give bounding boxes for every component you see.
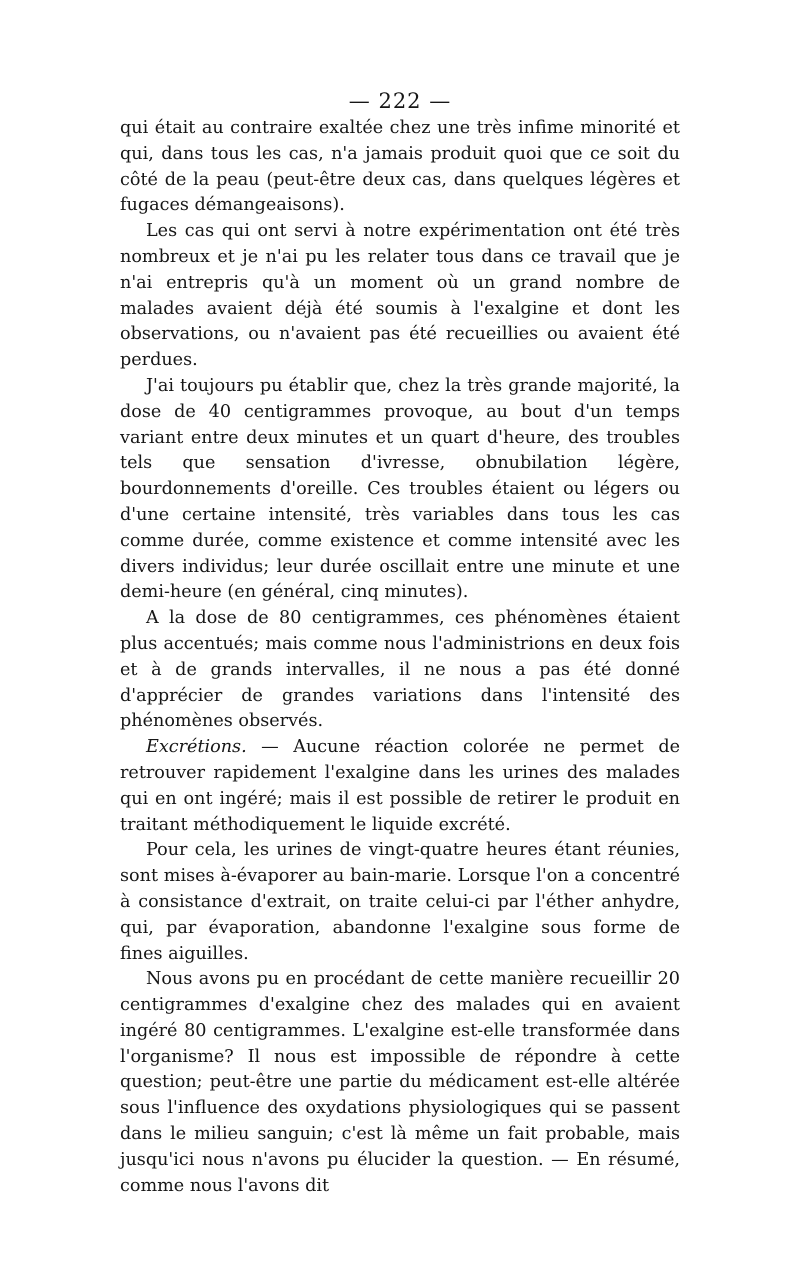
excretions-heading: Excrétions. [146,737,247,758]
body-text [120,116,680,1199]
paragraph-experimentation-cases: Les cas qui ont servi à notre expérimentation ont été très nombreux et je n'ai pu les relater tous dans ce travail que je n'ai entrepris qu'à un moment où un grand nombre de malades avaient déjà été soumis à l'exalgine et dont les observations, ou n'avaient pas été recueillies ou avaient été perdues. [120,221,680,371]
paragraph-dose-40-centigrams: J'ai toujours pu établir que, chez la très grande majorité, la dose de 40 centigrammes provoque, au bout d'un temps variant entre deux minutes et un quart d'heure, des troubles tels que sensation d'ivresse, obnubilation légère, bourdonnements d'oreille. Ces troubles étaient ou légers ou d'une certaine intensité, très variables dans tous les cas comme durée, comme existence et comme intensité avec les divers individus; leur durée oscillait entre une minute et une demi-heure (en général, cinq minutes). [120,375,680,603]
paragraph-excretions [120,735,680,838]
paragraph-recovery-results: Nous avons pu en procédant de cette manière recueillir 20 centigrammes d'exalgine chez des malades qui en avaient ingéré 80 centigrammes. L'exalgine est-elle transformée dans l'organisme? Il nous est impossible de répondre à cette question; peut-être une partie du médicament est-elle altérée sous l'influence des oxydations physiologiques qui se passent dans le milieu sanguin; c'est là même un fait probable, mais jusqu'ici nous n'avons pu élucider la question. — En résumé, comme nous l'avons dit [120,969,680,1196]
paragraph-evaporation-method: Pour cela, les urines de vingt-quatre heures étant réunies, sont mises à-évaporer au bain-marie. Lorsque l'on a concentré à consistance d'extrait, on traite celui-ci par l'éther anhydre, qui, par évaporation, abandonne l'exalgine sous forme de fines aiguilles. [120,840,680,964]
paragraph-dose-80-centigrams: A la dose de 80 centigrammes, ces phénomènes étaient plus accentués; mais comme nous l'administrions en deux fois et à de grands intervalles, il ne nous a pas été donné d'apprécier de grandes variations dans l'intensité des phénomènes observés. [120,608,680,732]
paragraph-continuation: qui était au contraire exaltée chez une très infime minorité et qui, dans tous les cas, n'a jamais produit quoi que ce soit du côté de la peau (peut-être deux cas, dans quelques légères et fugaces démangeaisons). [120,118,680,216]
excretions-text: — Aucune réaction colorée ne permet de retrouver rapidement l'exalgine dans les urines des malades qui en ont ingéré; mais il est possible de retirer le produit en traitant méthodiquement le liquide excrété. [120,737,680,835]
page-number: — 222 — [348,89,452,113]
